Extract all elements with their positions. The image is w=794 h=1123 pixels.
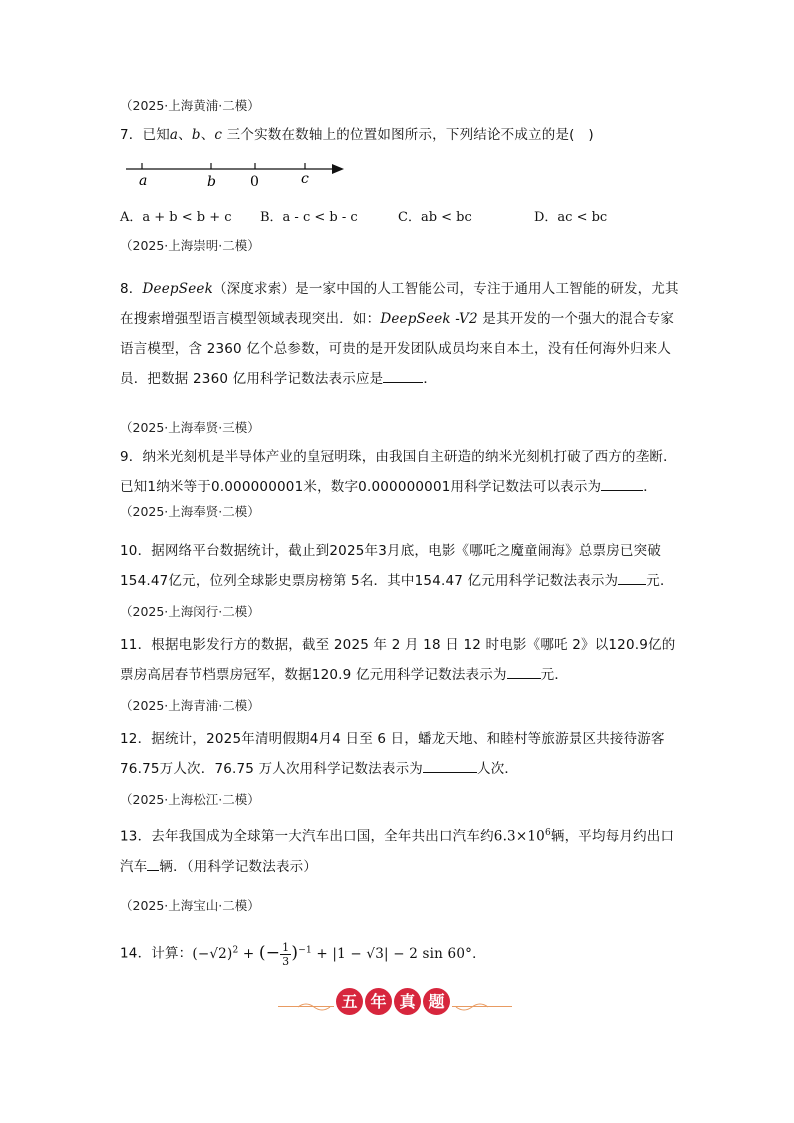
question-number: 11． bbox=[120, 637, 152, 653]
question-number: 8． bbox=[120, 281, 143, 297]
question-number: 13． bbox=[120, 828, 152, 845]
banner-char-3: 真 bbox=[394, 988, 421, 1015]
option-d[interactable]: D．ac < bc bbox=[534, 210, 608, 225]
answer-blank[interactable] bbox=[507, 664, 541, 679]
axis-label-a: a bbox=[139, 173, 148, 189]
option-c[interactable]: C．ab < bc bbox=[398, 210, 472, 225]
banner-char-1: 五 bbox=[336, 988, 363, 1015]
question-number: 14． bbox=[120, 945, 152, 962]
banner-left-ornament bbox=[296, 1000, 332, 1014]
banner-char-4: 题 bbox=[423, 988, 450, 1015]
option-b[interactable]: B．a - c < b - c bbox=[260, 210, 358, 225]
question-number: 10． bbox=[120, 543, 152, 559]
question-10: 10．据网络平台数据统计，截止到2025年3月底，电影《哪吒之魔童闹海》总票房已突破154.47亿元，位列全球影史票房榜第 5名．其中154.47 亿元用科学记数法表示为 元． bbox=[120, 543, 674, 589]
axis-label-zero: 0 bbox=[250, 174, 259, 190]
question-14: 14．计算：$(-√2)^2$ + (− $\frac{1}{3}$ )$^{-1}$ + |1 − √3| − 2 sin 60°． bbox=[120, 940, 486, 968]
number-line-figure bbox=[124, 158, 354, 192]
question-number: 7． bbox=[120, 127, 143, 143]
question-9: 9．纳米光刻机是半导体产业的皇冠明珠，由我国自主研造的纳米光刻机打破了西方的垄断．已知1纳米等于0.000000001米，数字0.000000001用科学记数法可以表示为 ． bbox=[120, 449, 677, 495]
question-number: 9． bbox=[120, 449, 143, 465]
answer-blank[interactable] bbox=[601, 476, 643, 491]
question-source: （2025·上海奉贤·三模） bbox=[120, 420, 260, 435]
answer-blank[interactable] bbox=[147, 856, 159, 871]
answer-blank[interactable] bbox=[423, 758, 477, 773]
question-source: （2025·上海黄浦·二模） bbox=[120, 98, 260, 113]
question-source: （2025·上海宝山·二模） bbox=[120, 898, 260, 913]
question-13: 13．去年我国成为全球第一大汽车出口国，全年共出口汽车约$6.3\times 10^6$辆，平均每月约出口汽车 辆．（用科学记数法表示） bbox=[120, 828, 675, 875]
fraction-one-third: $\frac{1}{3}$ bbox=[282, 940, 290, 968]
question-7: 7．已知a、b、c 三个实数在数轴上的位置如图所示，下列结论不成立的是( ) bbox=[120, 127, 594, 143]
answer-blank[interactable] bbox=[618, 570, 646, 585]
question-11: 11．根据电影发行方的数据，截至 2025 年 2 月 18 日 12 时电影《哪吒 2》以120.9亿的票房高居春节档票房冠军，数据120.9 亿元用科学记数法表示为 元． bbox=[120, 637, 676, 683]
option-a[interactable]: A．a + b < b + c bbox=[120, 210, 232, 225]
banner-char-2: 年 bbox=[365, 988, 392, 1015]
number-line-arrow bbox=[332, 164, 344, 174]
math-expression: $(-√2)^2$ + (− $\frac{1}{3}$ )$^{-1}$ + |1 − √3| − 2 sin 60°． bbox=[192, 940, 486, 968]
question-8: 8．DeepSeek（深度求索）是一家中国的人工智能公司，专注于通用人工智能的研发，尤其在搜索增强型语言模型领域表现突出．如：DeepSeek -V2 是其开发的一个强大的混合专家语言模型，含 2360 亿个总参数，可贵的是开发团队成员均来自本土，没有任何海外归来人员．把数据 2360 亿用科学记数法表示应是 ． bbox=[120, 281, 679, 387]
question-source: （2025·上海青浦·二模） bbox=[120, 698, 260, 713]
question-source: （2025·上海闵行·二模） bbox=[120, 604, 260, 619]
question-source: （2025·上海松江·二模） bbox=[120, 792, 260, 807]
question-number: 12． bbox=[120, 731, 152, 747]
axis-label-c: c bbox=[301, 171, 309, 187]
question-source: （2025·上海崇明·二模） bbox=[120, 238, 260, 253]
axis-label-b: b bbox=[207, 174, 216, 190]
answer-blank[interactable] bbox=[383, 368, 423, 383]
question-12: 12．据统计，2025年清明假期4月4 日至 6 日，蟠龙天地、和睦村等旅游景区共接待游客76.75万人次．76.75 万人次用科学记数法表示为 人次． bbox=[120, 731, 665, 777]
question-source: （2025·上海奉贤·二模） bbox=[120, 504, 260, 519]
banner-right-ornament bbox=[454, 1000, 490, 1014]
